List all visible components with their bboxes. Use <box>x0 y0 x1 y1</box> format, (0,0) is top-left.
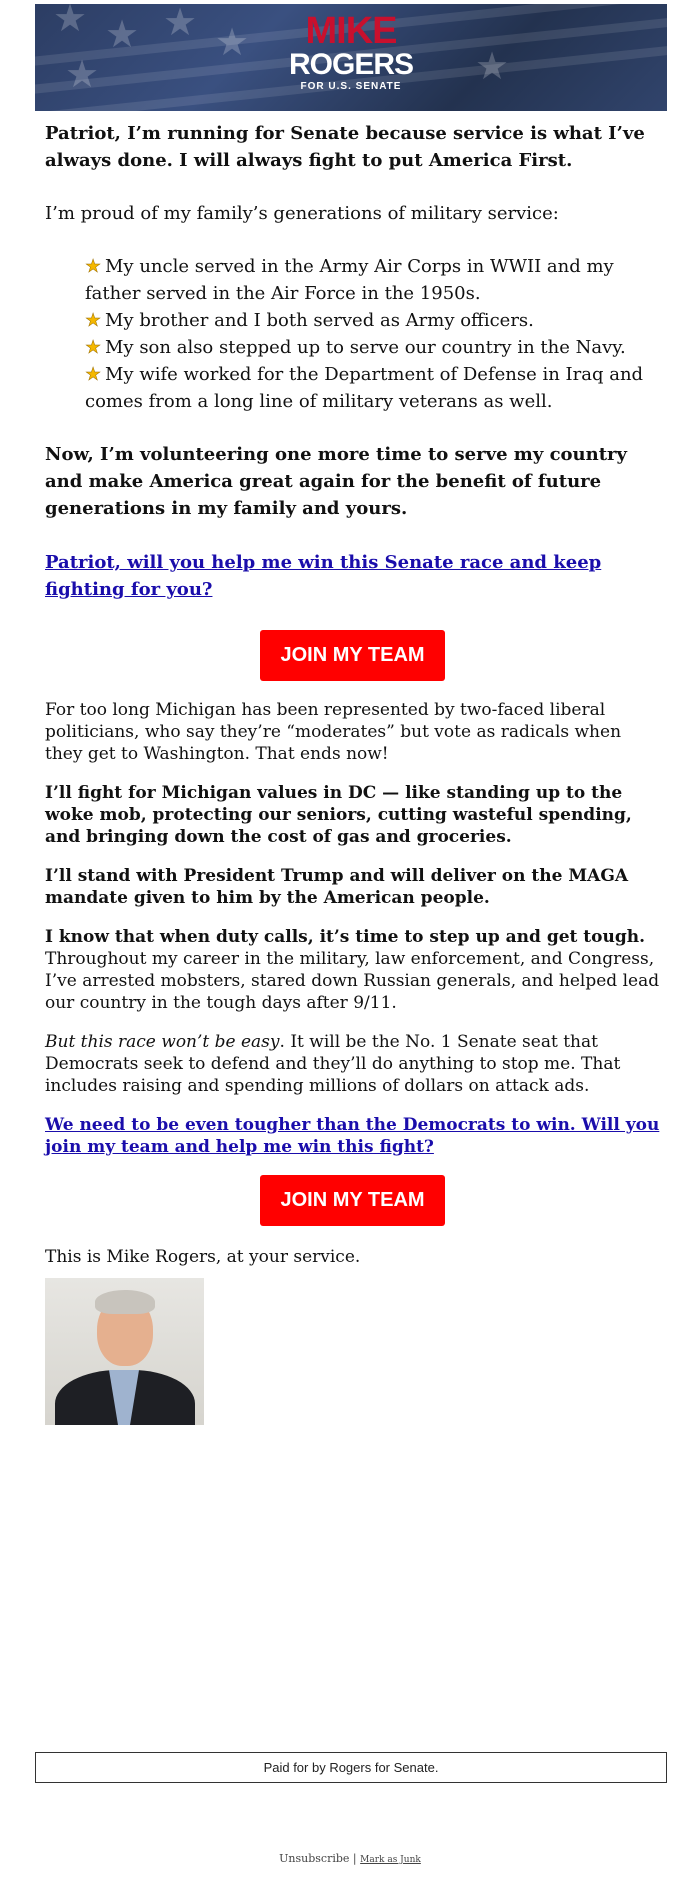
flag-star-icon: ★ <box>65 52 100 96</box>
mike-rogers-photo <box>45 1278 204 1425</box>
email-body <box>45 118 660 1425</box>
join-my-team-button-2[interactable]: JOIN MY TEAM <box>260 1175 445 1226</box>
list-item <box>85 361 660 415</box>
separator: | <box>352 1852 357 1865</box>
list-item-text: My uncle served in the Army Air Corps in WWII and my father served in the Air Force in the 1950s. <box>85 256 614 304</box>
signoff: This is Mike Rogers, at your service. <box>45 1247 361 1267</box>
star-icon: ★ <box>85 364 102 385</box>
logo-mike: MIKE <box>305 10 397 52</box>
paid-for-text: Paid for by Rogers for Senate. <box>263 1760 439 1775</box>
list-item-text: My brother and I both served as Army officers. <box>105 310 534 331</box>
list-item <box>85 253 660 307</box>
flag-star-icon: ★ <box>105 12 140 56</box>
help-win-link[interactable]: Patriot, will you help me win this Senate race and keep fighting for you? <box>45 552 602 600</box>
body-paragraph-4 <box>45 926 660 1014</box>
race-not-easy-italic: But this race won’t be easy <box>45 1032 280 1052</box>
logo-rogers: ROGERS <box>288 48 414 81</box>
body-paragraph-1: For too long Michigan has been represented by two-faced liberal politicians, who say they’re “moderates” but vote as radicals when they get to Washington. That ends now! <box>45 700 622 764</box>
link1-paragraph <box>45 549 660 603</box>
flag-star-icon: ★ <box>475 44 510 88</box>
body-paragraph-2: I’ll fight for Michigan values in DC — like standing up to the woke mob, protecting our seniors, cutting wasteful spending, and bringing down the cost of gas and groceries. <box>45 783 632 847</box>
cta-wrap-2 <box>45 1175 660 1226</box>
volunteer-paragraph: Now, I’m volunteering one more time to serve my country and make America great again for the benefit of future generations in my family and yours. <box>45 444 627 519</box>
flag-star-icon: ★ <box>215 20 250 64</box>
paid-for-box <box>35 1752 667 1783</box>
list-item <box>85 307 660 334</box>
logo-subtitle: FOR U.S. SENATE <box>300 81 402 92</box>
flag-star-icon: ★ <box>53 4 88 40</box>
flag-star-icon: ★ <box>163 4 198 44</box>
career-text: Throughout my career in the military, law enforcement, and Congress, I’ve arrested mobsters, stared down Russian generals, and helped lead our country in the tough days after 9/11. <box>45 949 660 1013</box>
unsubscribe-bar <box>0 1852 700 1865</box>
join-my-team-button[interactable]: JOIN MY TEAM <box>260 630 445 681</box>
list-item-text: My son also stepped up to serve our country in the Navy. <box>105 337 626 358</box>
mark-junk-link[interactable]: Mark as Junk <box>360 1855 421 1865</box>
link2-paragraph <box>45 1114 660 1158</box>
service-list <box>45 253 660 415</box>
race-text: . It will be the No. 1 Senate seat that Democrats seek to defend and they’ll do anything to stop me. That includes raising and spending millions of dollars on attack ads. <box>45 1032 621 1096</box>
star-icon: ★ <box>85 256 102 277</box>
list-item-text: My wife worked for the Department of Defense in Iraq and comes from a long line of military veterans as well. <box>85 364 644 412</box>
duty-calls-bold: I know that when duty calls, it’s time to step up and get tough. <box>45 927 646 947</box>
join-fight-link[interactable]: We need to be even tougher than the Democrats to win. Will you join my team and help me win this fight? <box>45 1115 660 1157</box>
header-banner <box>35 4 667 111</box>
unsubscribe-link[interactable]: Unsubscribe <box>279 1852 350 1865</box>
intro-headline: Patriot, I’m running for Senate because service is what I’ve always done. I will always fight to put America First. <box>45 123 645 171</box>
body-paragraph-3: I’ll stand with President Trump and will deliver on the MAGA mandate given to him by the American people. <box>45 866 629 908</box>
cta-wrap-1 <box>45 630 660 681</box>
star-icon: ★ <box>85 337 102 358</box>
star-icon: ★ <box>85 310 102 331</box>
campaign-logo <box>35 12 667 92</box>
body-paragraph-5 <box>45 1031 660 1097</box>
list-item <box>85 334 660 361</box>
intro-proud: I’m proud of my family’s generations of military service: <box>45 203 559 224</box>
